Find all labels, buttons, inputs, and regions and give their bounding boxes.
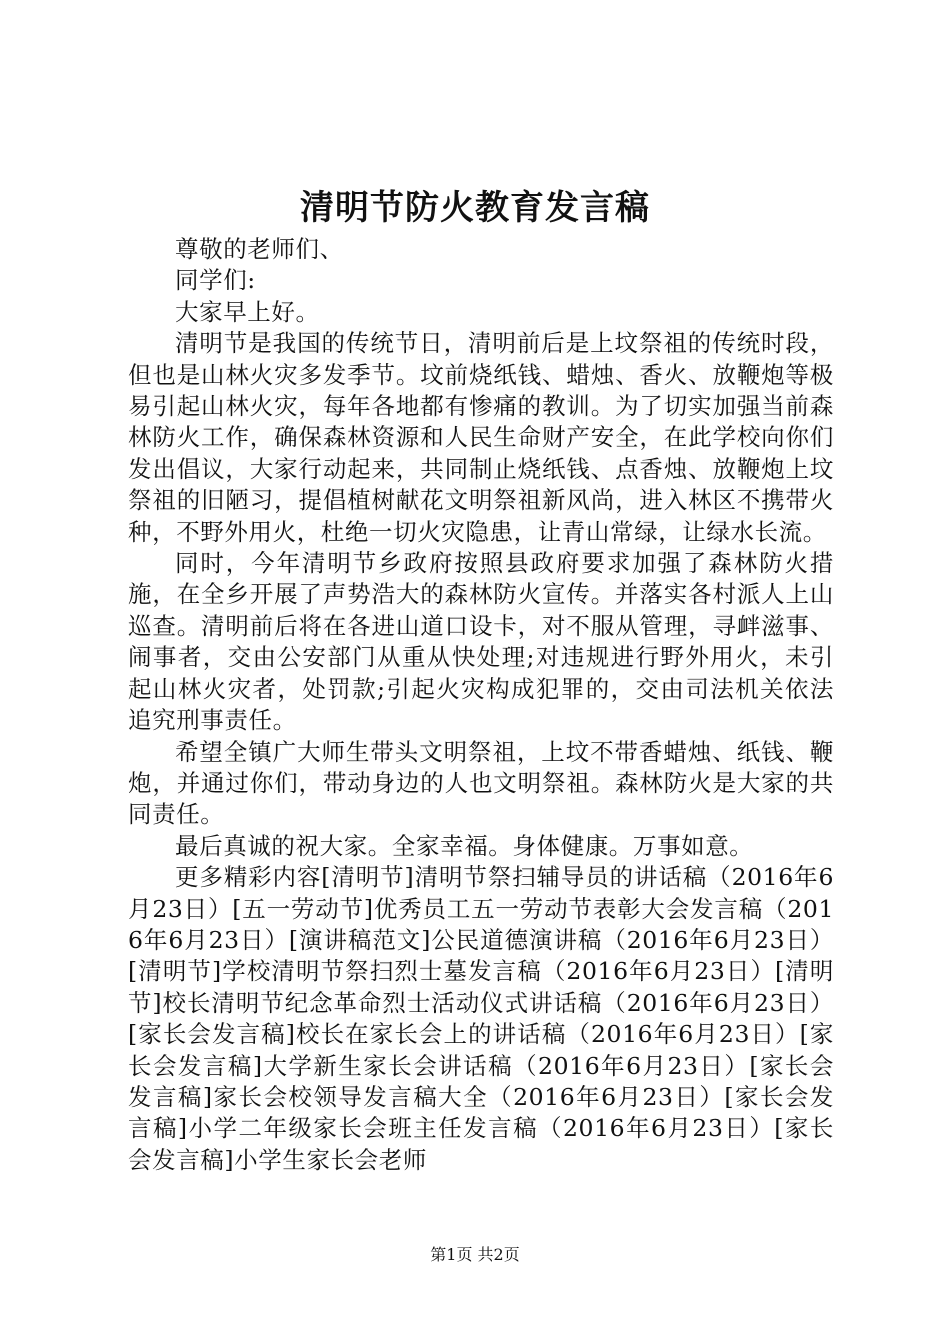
salutation-line-1: 尊敬的老师们、 (175, 235, 344, 263)
paragraph-hope: 希望全镇广大师生带头文明祭祖，上坟不带香蜡烛、纸钱、鞭炮，并通过你们，带动身边的人也文明祭祖。森林防火是大家的共同责任。 (128, 737, 834, 829)
salutation-line-2: 同学们: (175, 266, 256, 295)
greeting: 大家早上好。 (175, 297, 320, 326)
page-footer: 第1页 共2页 (430, 1245, 520, 1264)
document-title: 清明节防火教育发言稿 (300, 188, 650, 228)
paragraph-measures: 同时，今年清明节乡政府按照县政府要求加强了森林防火措施，在全乡开展了声势浩大的森林防火宣传。并落实各村派人上山巡查。清明前后将在各进山道口设卡，对不服从管理，寻衅滋事、闹事者，交由公安部门从重从快处理;对违规进行野外用火，未引起山林火灾者，处罚款;引起火灾构成犯罪的，交由司法机关依法追究刑事责任。 (128, 549, 834, 735)
paragraph-closing: 最后真诚的祝大家。全家幸福。身体健康。万事如意。 (175, 831, 754, 860)
paragraph-related-content: 更多精彩内容[清明节]清明节祭扫辅导员的讲话稿（2016年6月23日）[五一劳动节]优秀员工五一劳动节表彰大会发言稿（2016年6月23日）[演讲稿范文]公民道德演讲稿（2016年6月23日）[清明节]学校清明节祭扫烈士墓发言稿（2016年6月23日）[清明节]校长清明节纪念革命烈士活动仪式讲话稿（2016年6月23日）[家长会发言稿]校长在家长会上的讲话稿（2016年6月23日）[家长会发言稿]大学新生家长会讲话稿（2016年6月23日）[家长会发言稿]家长会校领导发言稿大全（2016年6月23日）[家长会发言稿]小学二年级家长会班主任发言稿（2016年6月23日）[家长会发言稿]小学生家长会老师 (128, 863, 834, 1174)
document-body (128, 234, 834, 1176)
paragraph-initiative: 清明节是我国的传统节日，清明前后是上坟祭祖的传统时段，但也是山林火灾多发季节。坟前烧纸钱、蜡烛、香火、放鞭炮等极易引起山林火灾，每年各地都有惨痛的教训。为了切实加强当前森林防火工作，确保森林资源和人民生命财产安全，在此学校向你们发出倡议，大家行动起来，共同制止烧纸钱、点香烛、放鞭炮上坟祭祖的旧陋习，提倡植树献花文明祭祖新风尚，进入林区不携带火种，不野外用火，杜绝一切火灾隐患，让青山常绿，让绿水长流。 (128, 329, 834, 546)
